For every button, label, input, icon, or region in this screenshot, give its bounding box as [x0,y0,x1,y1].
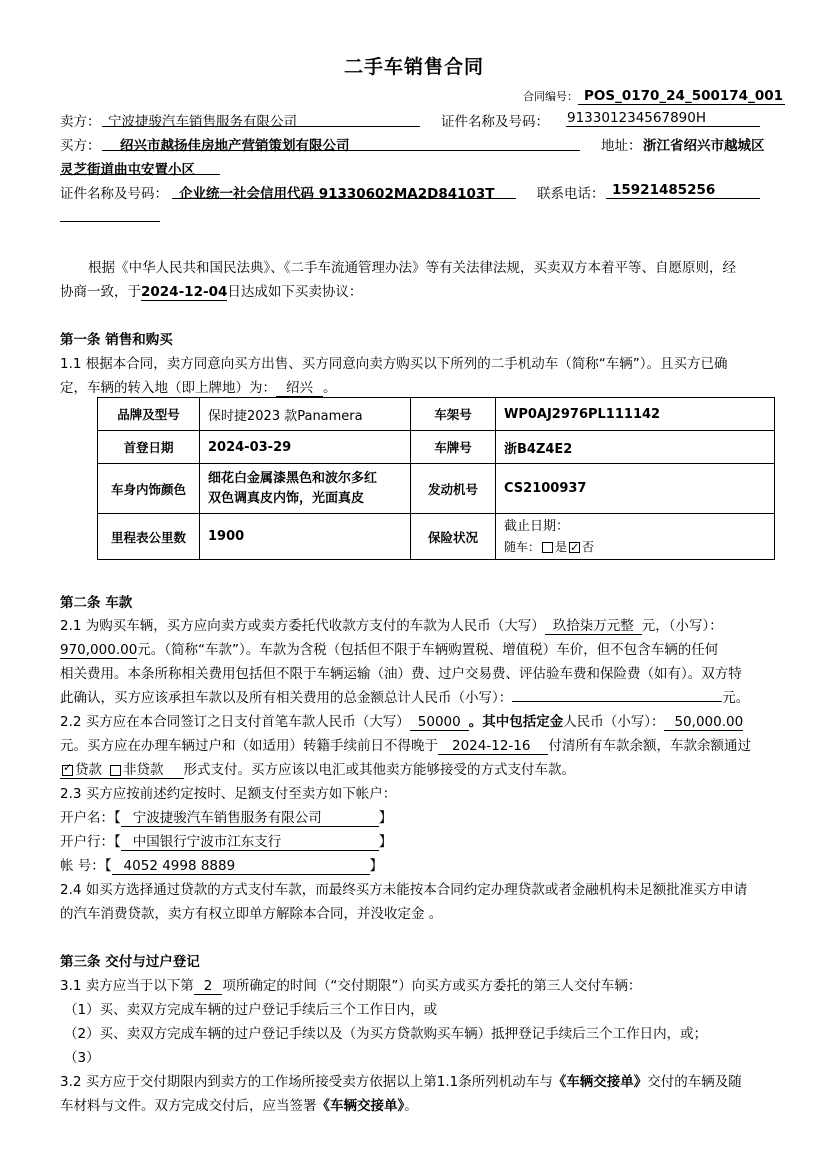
article-3-heading: 第三条 交付与过户登记 [60,954,200,970]
delivery-option: 2 [194,978,223,995]
article-1-1-line-1: 1.1 根据本合同，卖方同意向买方出售、买方同意向卖方购买以下所列的二手机动车（简称“车辆”）。且买方已确 [60,356,728,372]
total-amount-blank [512,687,722,702]
seller-label: 卖方： [60,114,101,130]
buyer-name: 绍兴市越扬佳房地产营销策划有限公司 [120,138,350,154]
transfer-city: 绍兴 [276,376,323,397]
checkbox-loan[interactable] [62,765,73,776]
brand-label: 品牌及型号 [98,398,200,431]
seller-name: 宁波捷骏汽车销售服务有限公司 [108,114,297,130]
article-2-1-line-1: 2.1 为购买车辆，买方应向卖方或卖方委托代收款方支付的车款为人民币（大写） 玖拾柒万元整 元，（小写）： [60,614,723,635]
mileage-value: 1900 [200,514,411,560]
payment-method: ✓贷款 非贷款 [60,758,184,779]
article-2-2-line-2: 元。买方应在办理车辆过户和（如适用）转籍手续前日不得晚于 2024-12-16 付清所有车款余额，车款余额通过 [60,738,751,754]
article-3-2-line-2: 车材料与文件。双方完成交付后，应当签署《车辆交接单》。 [60,1098,418,1114]
balance-due-date: 2024-12-16 [438,738,548,755]
first-payment: 50000 [410,714,469,731]
mileage-label: 里程表公里数 [98,514,200,560]
price-in-words: 玖拾柒万元整 [545,614,642,635]
checkbox-no[interactable] [569,542,580,553]
buyer-address-part1: 浙江省绍兴市越城区 [643,138,765,154]
first-registration-label: 首登日期 [98,431,200,464]
article-2-heading: 第二条 车款 [60,595,133,611]
engine-value: CS2100937 [496,464,775,514]
article-3-2-line-1: 3.2 买方应于交付期限内到卖方的工作场所接受卖方依据以上第1.1条所列机动车与《车辆交接单》交付的车辆及随 [60,1074,742,1090]
seller-id-label: 证件名称及号码： [441,114,549,130]
article-2-2-line-1: 2.2 买方应在本合同签订之日支付首笔车款人民币（大写） 50000 。其中包括定金人民币（小写）： 50,000.00 [60,714,744,730]
checkbox-yes[interactable] [542,542,553,553]
table-row [98,398,775,431]
account-name-row: 开户名：【 宁波捷骏汽车销售服务有限公司 】 [60,806,392,827]
vehicle-info-table [97,397,775,560]
table-row [98,464,775,514]
brand-value: 保时捷2023 款Panamera [200,398,411,431]
deposit-amount: 50,000.00 [664,714,743,731]
color-value: 细花白金属漆黑色和波尔多红 双色调真皮内饰，光面真皮 [200,464,411,514]
insurance-with-car: 随车： 是✓ 否 [504,537,766,557]
insurance-deadline: 截止日期： [504,518,570,534]
account-number-row: 帐 号：【 4052 4998 8889 】 [60,858,384,874]
price-in-figures: 970,000.00 [60,642,138,658]
article-2-3: 2.3 买方应按前述约定按时、足额支付至卖方如下帐户： [60,786,397,802]
article-2-2-line-3: ✓贷款 非贷款 形式支付。买方应该以电汇或其他卖方能够接受的方式支付车款。 [60,758,575,779]
vin-value: WP0AJ2976PL111142 [496,398,775,431]
buyer-phone-label: 联系电话： [537,186,605,202]
contract-number-value: POS_0170_24_500174_001 [578,88,785,105]
article-2-1-line-4: 此确认，买方应该承担车款以及所有相关费用的总金额总计人民币（小写）： 元。 [60,686,749,706]
table-row [98,514,775,560]
agreement-date: 2024-12-04 [141,284,228,300]
contract-number-row [523,88,785,105]
account-name: 宁波捷骏汽车销售服务有限公司 [121,806,379,827]
table-row [98,431,775,464]
article-3-1: 3.1 卖方应当于以下第 2 项所确定的时间（“交付期限”）向买方或买方委托的第三人交付车辆： [60,978,642,994]
article-2-4-line-1: 2.4 如买方选择通过贷款的方式支付车款，而最终买方未能按本合同约定办理贷款或者金融机构未足额批准买方申请 [60,882,748,898]
color-label: 车身内饰颜色 [98,464,200,514]
contract-number-label: 合同编号： [523,90,578,103]
vin-label: 车架号 [411,398,496,431]
seller-id-value: 913301234567890H [567,110,706,126]
intro-line-2: 协商一致，于2024-12-04日达成如下买卖协议： [60,284,363,300]
checkbox-non-loan[interactable] [110,765,121,776]
bank-name: 中国银行宁波市江东支行 [121,830,379,851]
account-number: 4052 4998 8889 [112,858,370,875]
plate-value: 浙B4Z4E2 [496,431,775,464]
article-1-1-line-2: 定，车辆的转入地（即上牌地）为： 绍兴 。 [60,376,337,397]
buyer-label: 买方： [60,138,101,154]
insurance-label: 保险状况 [411,514,496,560]
first-registration-value: 2024-03-29 [200,431,411,464]
engine-label: 发动机号 [411,464,496,514]
buyer-id-value: 企业统一社会信用代码 91330602MA2D84103T [179,186,495,202]
article-2-4-line-2: 的汽车消费贷款，卖方有权立即单方解除本合同，并没收定金 。 [60,906,443,922]
buyer-address-label: 地址： [601,138,642,154]
delivery-item-3: （3） [64,1050,100,1066]
delivery-item-2: （2）买、卖双方完成车辆的过户登记手续以及（为买方贷款购买车辆）抵押登记手续后三个工作日内，或； [64,1026,708,1042]
buyer-phone-value: 15921485256 [612,182,716,198]
buyer-id-label: 证件名称及号码： [60,186,168,202]
insurance-value [496,514,775,560]
contract-title: 二手车销售合同 [343,56,484,78]
intro-line-1: 根据《中华人民共和国民法典》、《二手车流通管理办法》等有关法律法规，买卖双方本着平等、自愿原则，经 [88,260,736,276]
buyer-address-part2: 灵芝街道曲屯安置小区 [60,162,195,178]
article-1-heading: 第一条 销售和购买 [60,332,173,348]
delivery-item-1: （1）买、卖双方完成车辆的过户登记手续后三个工作日内，或 [64,1002,438,1018]
article-2-1-line-3: 相关费用。本条所称相关费用包括但不限于车辆运输（油）费、过户交易费、评估验车费和保险费（如有）。双方特 [60,666,742,682]
bank-row: 开户行：【 中国银行宁波市江东支行 】 [60,830,392,851]
plate-label: 车牌号 [411,431,496,464]
article-2-1-line-2: 970,000.00元。（简称“车款”）。车款为含税（包括但不限于车辆购置税、增值税）车价，但不包含车辆的任何 [60,642,719,658]
